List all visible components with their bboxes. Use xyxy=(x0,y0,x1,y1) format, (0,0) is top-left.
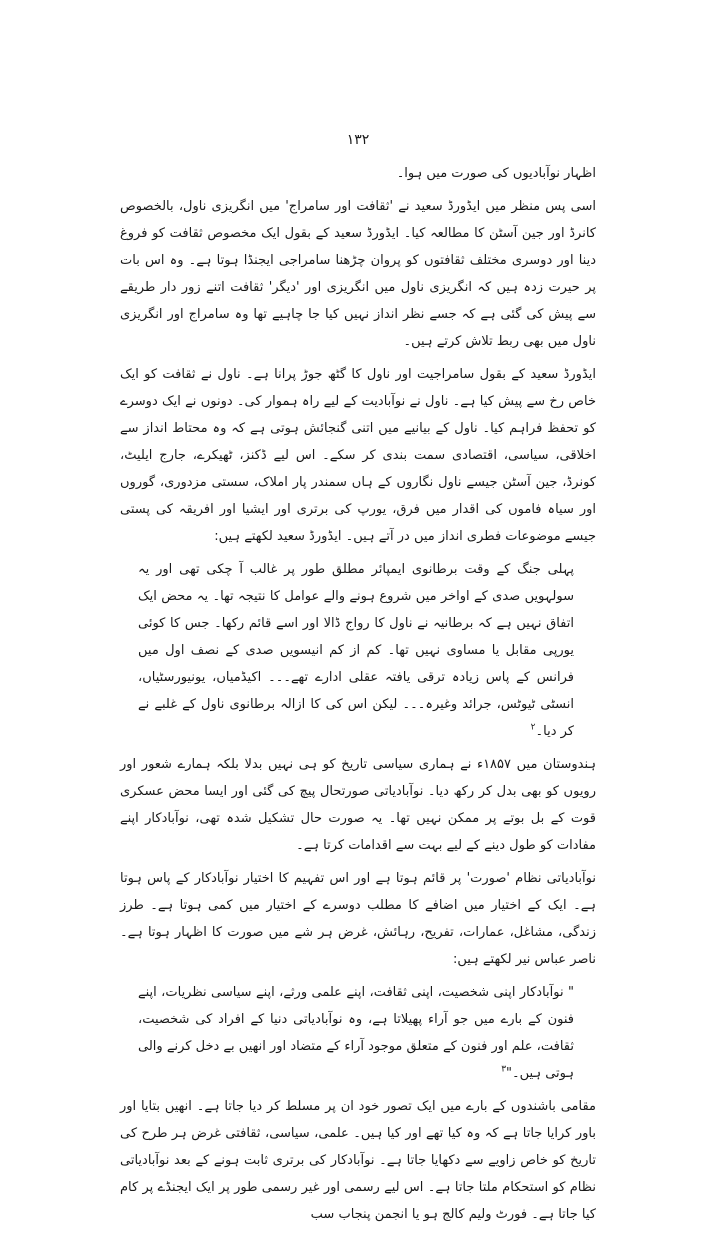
block-quote: پہلی جنگ کے وقت برطانوی ایمپائر مطلق طور پر غالب آ چکی تھی اور یہ سولہویں صدی کے اواخر میں شروع ہونے والے عوامل کا نتیجہ تھا۔ یہ محض ایک اتفاق نہیں ہے کہ برطانیہ نے ناول کا رواج ڈالا اور اسے قائم رکھا۔ جس کا کوئی یورپی مقابل یا مساوی نہیں تھا۔ کم از کم انیسویں صدی کے نصف اول میں فرانس کے پاس زیادہ ترقی یافتہ عقلی ادارے تھے۔۔۔ اکیڈمیاں، یونیورسٹیاں، انسٹی ٹیوٹس، جرائد وغیرہ۔۔۔ لیکن اس کی کا ازالہ برطانوی ناول کے غلبے نے کر دیا۔$^۲$ xyxy=(138,562,574,739)
page-number: ۱۳۲ xyxy=(346,132,370,148)
body-text xyxy=(120,160,596,1234)
footnote-marker: ۳ xyxy=(501,1064,507,1075)
paragraph: نوآبادیاتی نظام 'صورت' پر قائم ہوتا ہے اور اس تفہیم کا اختیار نوآبادکار کے پاس ہوتا ہے۔ ایک کے اختیار میں اضافے کا مطلب دوسرے کے اختیار میں کمی ہوتا ہے۔ طرز زندگی، مشاغل، عمارات، تفریح، رہائش، غرض ہر شے میں صورت کا اظہار ہوتا ہے۔ ناصر عباس نیر لکھتے ہیں: xyxy=(120,871,596,967)
paragraph: ہندوستان میں ۱۸۵۷ء نے ہماری سیاسی تاریخ کو ہی نہیں بدلا بلکہ ہمارے شعور اور رویوں کو بھی بدل کر رکھ دیا۔ نوآبادیاتی صورتحال پیچ کی گئی اور ایسا محض عسکری قوت کے بل بوتے پر ممکن نہیں تھا۔ یہ صورت حال تشکیل شدہ تھی، نوآبادکار اپنے مفادات کو طول دینے کے لیے بہت سے اقدامات کرتا ہے۔ xyxy=(120,757,596,853)
footnote-marker: ۲ xyxy=(530,722,536,733)
paragraph: ایڈورڈ سعید کے بقول سامراجیت اور ناول کا گٹھ جوڑ پرانا ہے۔ ناول نے ثقافت کو ایک خاص رخ سے پیش کیا ہے۔ ناول نے نوآبادیت کے لیے راہ ہموار کی۔ دونوں نے ایک دوسرے کو تحفظ فراہم کیا۔ ناول کے بیانیے میں اتنی گنجائش ہوتی ہے کہ وہ محتاط انداز سے اخلاقی، سیاسی، اقتصادی سمت بندی کر سکے۔ اس لیے ڈکنز، ٹھیکرے، جارج ایلیٹ، کونرڈ، جین آسٹن جیسے ناول نگاروں کے ہاں سمندر پار املاک، سستی مزدوری، گوروں اور سیاہ فاموں کی اقدار میں فرق، یورپ کی برتری اور ایشیا اور افریقہ کی پستی جیسے موضوعات فطری انداز میں در آتے ہیں۔ ایڈورڈ سعید لکھتے ہیں: xyxy=(120,367,596,544)
block-quote: " نوآبادکار اپنی شخصیت، اپنی ثقافت، اپنے علمی ورثے، اپنے سیاسی نظریات، اپنے فنون کے بارے میں جو آراء پھیلاتا ہے، وہ نوآبادیاتی دنیا کے افراد کی شخصیت، ثقافت، علم اور فنون کے متعلق موجود آراء کے متضاد اور انھیں بے دخل کرنے والی ہوتی ہیں۔"$^۳$ xyxy=(138,985,574,1081)
paragraph: مقامی باشندوں کے بارے میں ایک تصور خود ان پر مسلط کر دیا جاتا ہے۔ انھیں بتایا اور باور کرایا جاتا ہے کہ وہ کیا تھے اور کیا ہیں۔ علمی، سیاسی، ثقافتی غرض ہر طرح کی تاریخ کو خاص زاویے سے دکھایا جاتا ہے۔ نوآبادکار کی برتری ثابت ہونے کے بعد نوآبادیاتی نظام کو استحکام ملتا جاتا ہے۔ اس لیے رسمی اور غیر رسمی طور پر ایک ایجنڈے پر کام کیا جاتا ہے۔ فورٹ ولیم کالج ہو یا انجمن پنجاب سب xyxy=(120,1099,596,1222)
paragraph-continuation: اظہار نوآبادیوں کی صورت میں ہوا۔ xyxy=(396,166,596,181)
document-page xyxy=(120,0,596,1222)
paragraph: اسی پس منظر میں ایڈورڈ سعید نے 'ثقافت اور سامراج' میں انگریزی ناول، بالخصوص کانرڈ اور جین آسٹن کا مطالعہ کیا۔ ایڈورڈ سعید کے بقول ایک مخصوص ثقافت کو فروغ دینا اور دوسری مختلف ثقافتوں کو پروان چڑھنا سامراجی ایجنڈا ہوتا ہے۔ وہ اس بات پر حیرت زدہ ہیں کہ انگریزی ناول میں انگریزی اور 'دیگر' ثقافت اتنے زور دار طریقے سے پیش کی گئی ہے کہ جسے نظر انداز نہیں کیا جا چاہیے تھا وہ سامراج اور انگریزی ناول میں بھی ربط تلاش کرتے ہیں۔ xyxy=(120,199,596,349)
